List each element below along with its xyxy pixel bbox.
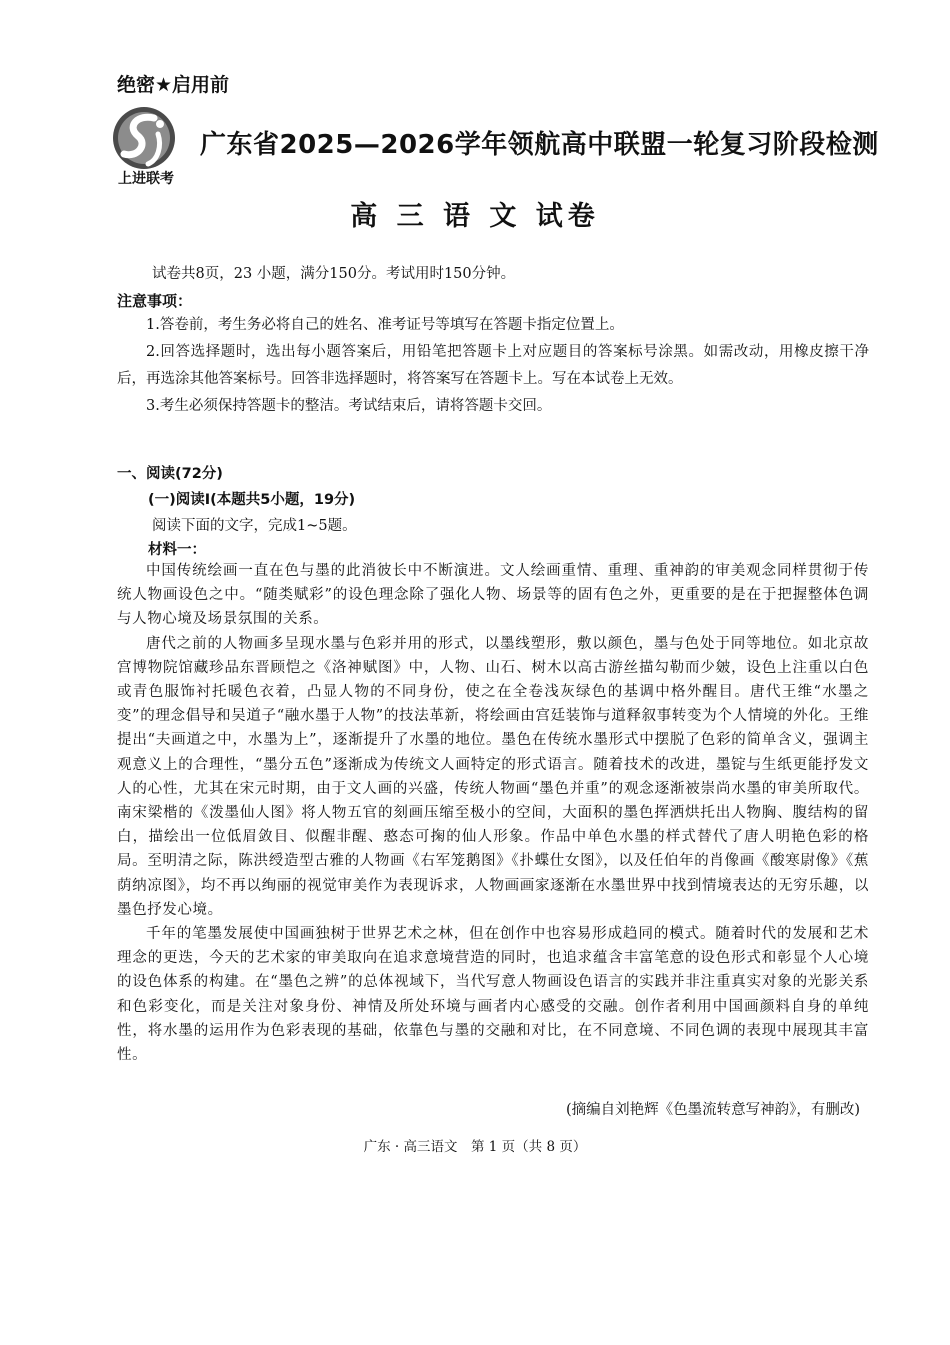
- exam-info: 试卷共8页，23 小题，满分150分。考试用时150分钟。: [152, 266, 516, 282]
- exam-logo: [108, 104, 184, 186]
- exam-title: 广东省2025—2026学年领航高中联盟一轮复习阶段检测: [200, 130, 879, 160]
- notice-item: 1.答卷前，考生务必将自己的姓名、准考证号等填写在答题卡指定位置上。: [146, 317, 624, 333]
- passage-source: (摘编自刘艳辉《色墨流转意写神韵》，有删改): [565, 1102, 860, 1118]
- reading-passage: [117, 559, 869, 1067]
- passage-paragraph: 中国传统绘画一直在色与墨的此消彼长中不断演进。文人绘画重情、重理、重神韵的审美观念同样贯彻于传统人物画设色之中。“随类赋彩”的设色理念除了强化人物、场景等的固有色之外，更重要的是在于把握整体色调与人物心境及场景氛围的关系。: [117, 563, 869, 628]
- notice-heading: 注意事项：: [117, 292, 193, 310]
- subsection-heading: (一)阅读Ⅰ(本题共5小题，19分): [148, 492, 356, 508]
- confidential-label: 绝密★启用前: [117, 74, 230, 96]
- reading-instruction: 阅读下面的文字，完成1~5题。: [152, 518, 357, 534]
- material-label: 材料一：: [148, 542, 206, 558]
- subject-title: 高 三 语 文 试卷: [350, 201, 600, 232]
- logo-text: 上进联考: [118, 171, 174, 186]
- page-footer: 广东 · 高三语文 第 1 页（共 8 页）: [363, 1139, 587, 1155]
- notice-item: 2.回答选择题时，选出每小题答案后，用铅笔把答题卡上对应题目的答案标号涂黑。如需改动，用橡皮擦干净后，再选涂其他答案标号。回答非选择题时，将答案写在答题卡上。写在本试卷上无效。: [117, 344, 869, 387]
- passage-paragraph: 千年的笔墨发展使中国画独树于世界艺术之林，但在创作中也容易形成趋同的模式。随着时代的发展和艺术理念的更迭，今天的艺术家的审美取向在追求意境营造的同时，也追求蕴含丰富笔意的设色形式和彰显个人心境的设色体系的构建。在“墨色之辨”的总体视域下，当代写意人物画设色语言的实践并非注重真实对象的光影关系和色彩变化，而是关注对象身份、神情及所处环境与画者内心感受的交融。创作者利用中国画颜料自身的单纯性，将水墨的运用作为色彩表现的基础，依靠色与墨的交融和对比，在不同意境、不同色调的表现中展现其丰富性。: [117, 926, 869, 1064]
- notice-list: [117, 312, 869, 420]
- section-heading: 一、阅读(72分): [117, 466, 223, 482]
- passage-paragraph: 唐代之前的人物画多呈现水墨与色彩并用的形式，以墨线塑形，敷以颜色，墨与色处于同等地位。如北京故宫博物院馆藏珍品东晋顾恺之《洛神赋图》中，人物、山石、树木以高古游丝描勾勒而少皴，设色上注重以白色或青色服饰衬托暖色衣着，凸显人物的不同身份，使之在全卷浅灰绿色的基调中格外醒目。唐代王维“水墨之变”的理念倡导和吴道子“融水墨于人物”的技法革新，将绘画由宫廷装饰与道释叙事转变为个人情境的外化。王维提出“夫画道之中，水墨为上”，逐渐提升了水墨的地位。墨色在传统水墨形式中摆脱了色彩的简单含义，强调主观意义上的合理性，“墨分五色”逐渐成为传统文人画特定的形式语言。随着技术的改进，墨锭与生纸更能抒发文人的心性，尤其在宋元时期，由于文人画的兴盛，传统人物画“墨色并重”的观念逐渐被崇尚水墨的审美所取代。南宋梁楷的《泼墨仙人图》将人物五官的刻画压缩至极小的空间，大面积的墨色挥洒烘托出人物胸、腹结构的留白，描绘出一位低眉敛目、似醒非醒、憨态可掬的仙人形象。作品中单色水墨的样式替代了唐人明艳色彩的格局。至明清之际，陈洪绶造型古雅的人物画《右军笼鹅图》《扑蝶仕女图》，以及任伯年的肖像画《酸寒尉像》《蕉荫纳凉图》，均不再以绚丽的视觉审美作为表现诉求，人物画画家逐渐在水墨世界中找到情境表达的无穷乐趣，以墨色抒发心境。: [117, 635, 869, 918]
- notice-item: 3.考生必须保持答题卡的整洁。考试结束后，请将答题卡交回。: [146, 398, 552, 414]
